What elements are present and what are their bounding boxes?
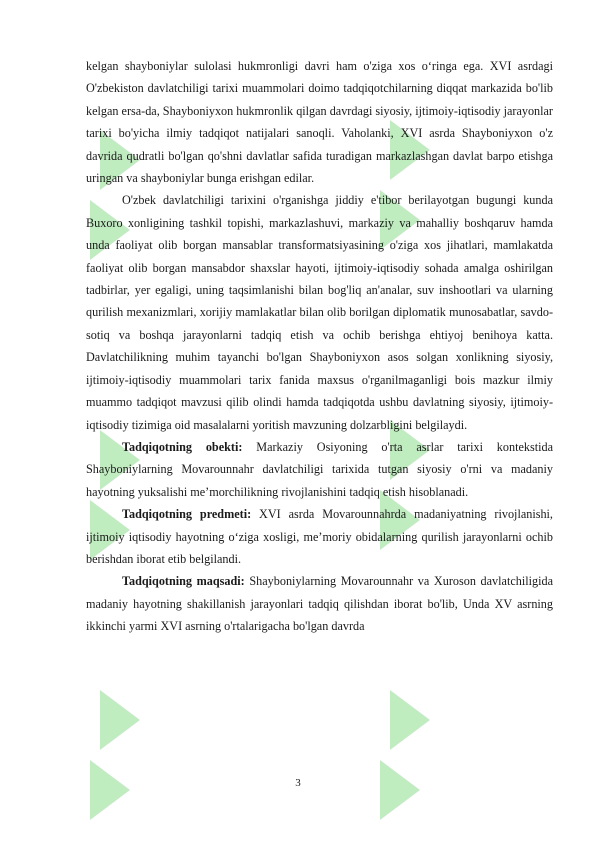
watermark-logo [80,690,150,820]
page-number: 3 [295,777,301,789]
paragraph-research-subject [86,503,553,570]
watermark-logo [370,690,440,820]
watermark-logo-icon [80,690,150,820]
paragraph-heading: Tadqiqotning obekti: [122,439,243,454]
paragraph-text: O'zbek davlatchiligi tarixini o'rganishga jiddiy e'tibor berilayotgan bugungi kunda Buxoro xonligining tashkil topishi, markazlashuvi, markaziy va mahalliy boshqaruv hamda unda faoliyat olib borgan mansablar transformatsiyasining o'ziga xos jihatlari, mamlakatda faoliyat olib borgan mansabdor shaxslar hayoti, ijtimoiy-iqtisodiy sohada amalga oshirilgan tadbirlar, yer egaligi, uning taqsimlanishi bilan bog'liq an'analar, suv inshootlari va ularning qurilish mexanizmlari, xorijiy mamlakatlar bilan olib borilgan diplomatik munosabatlar, savdo-sotiq va boshqa jarayonlarni tadqiq etish va ochib berishga ehtiyoj benihoya katta. Davlatchilikning muhim tayanchi bo'lgan Shayboniyxon asos solgan xonlikning siyosiy, ijtimoiy-iqtisodiy muammolari tarix fanida maxsus o'rganilmaganligi bois mazkur ilmiy muammo tadqiqot mavzusi qilib olindi hamda tadqiqotda ushbu davlatning siyosiy, ijtimoiy-iqtisodiy tizimiga oid masalalarni yoritish mavzuning dolzarbligini belgilaydi. [86,193,553,432]
paragraph [86,55,553,189]
paragraph-research-object [86,436,553,503]
paragraph [86,189,553,435]
watermark-logo-icon [370,690,440,820]
paragraph-text: Markaziy Osiyoning o'rta asrlar tarixi kontekstida Shayboniylarning Movarounnahr davlatchiligi tarixida tutgan siyosiy o'rni va madaniy hayotning yuksalishi me’morchilikning rivojlanishini tadqiq etish hisoblanadi. [86,439,553,499]
paragraph-text: Shayboniylarning Movarounnahr va Xuroson davlatchiligida madaniy hayotning shakillanish jarayonlari tadqiq qilishdan iborat bo'lib, Unda XV asrning ikkinchi yarmi XVI asrning o'rtalarigacha bo'lgan davrda [86,574,553,634]
paragraph-text: XVI asrda Movarounnahrda madaniyatning rivojlanishi, ijtimoiy iqtisodiy hayotning o‘ziga xosligi, me’moriy obidalarning qurilish jarayonlarni ochib berishdan iborat etib belgilandi. [86,507,553,566]
document-body [86,55,553,638]
paragraph-heading: Tadqiqotning predmeti: [122,507,252,522]
paragraph-heading: Tadqiqotning maqsadi: [122,574,245,589]
paragraph-text: kelgan shayboniylar sulolasi hukmronligi davri ham o'ziga xos o‘ringa ega. XVI asrdagi O'zbekiston davlatchiligi tarixi muammolari doimo tadqiqotchilarning diqqat markazida bo'lib kelgan ersa-da, Shayboniyxon hukmronlik qilgan davrdagi siyosiy, ijtimoiy-iqtisodiy jarayonlar tarixi bo'yicha ilmiy tadqiqot natijalari sanoqli. Vaholanki, XVI asrda Shayboniyxon o'z davrida qudratli bo'lgan qo'shni davlatlar safida turadigan markazlashgan davlat barpo etishga uringan va shayboniylar bunga erishgan edilar. [86,59,553,186]
paragraph-research-goal [86,570,553,637]
